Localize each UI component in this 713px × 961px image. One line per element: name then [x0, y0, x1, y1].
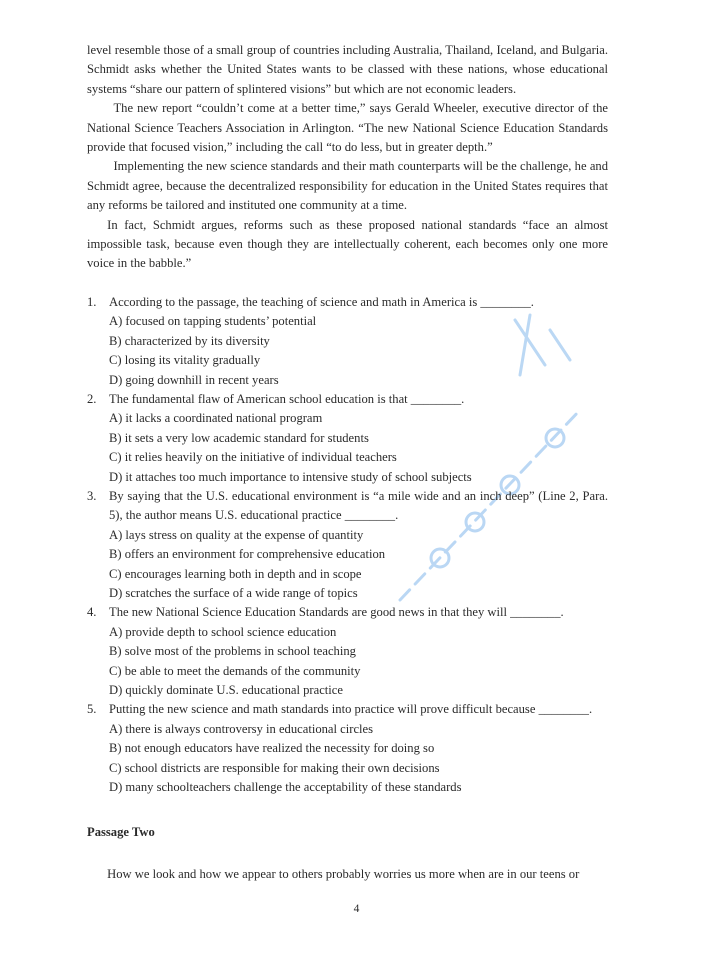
answer-option: D) scratches the surface of a wide range of topics [109, 585, 358, 600]
question-item [87, 390, 608, 487]
answer-option: C) be able to meet the demands of the community [109, 663, 361, 678]
answer-option: C) it relies heavily on the initiative of individual teachers [109, 450, 397, 465]
answer-option: B) solve most of the problems in school teaching [109, 644, 356, 659]
answer-option: B) offers an environment for comprehensive education [109, 547, 386, 562]
paragraph: The new report “couldn’t come at a better time,” says Gerald Wheeler, executive director of the National Science Teachers Association in Arlington. “The new National Science Education Standards provide that focused vision,” including the call “to do less, but in greater depth.” [87, 101, 608, 155]
paragraph: level resemble those of a small group of countries including Australia, Thailand, Iceland, and Bulgaria. Schmidt asks whether the United States wants to be classed with these nations, whose educational systems “share our pattern of splintered visions” but which are not economic leaders. [87, 43, 608, 96]
answer-option: A) focused on tapping students’ potential [109, 314, 317, 329]
passage-paragraphs [87, 41, 608, 274]
question-stem-row [87, 293, 608, 312]
question-item [87, 293, 608, 390]
question-number: 1. [87, 294, 97, 309]
question-stem: Putting the new science and math standards into practice will prove difficult because ________. [109, 702, 593, 717]
question-item [87, 603, 608, 700]
answer-option: C) encourages learning both in depth and in scope [109, 566, 362, 581]
question-stem-row [87, 390, 608, 409]
paragraph: Implementing the new science standards and their math counterparts will be the challenge, he and Schmidt agree, because the decentralized responsibility for education in the United States requires that any reforms be tailored and instituted one community at a time. [87, 159, 608, 213]
answer-option: D) it attaches too much importance to intensive study of school subjects [109, 469, 472, 484]
answer-option: C) losing its vitality gradually [109, 353, 261, 368]
question-item [87, 700, 608, 797]
question-number: 2. [87, 391, 97, 406]
section-title: Passage Two [87, 825, 155, 840]
answer-option: A) lays stress on quality at the expense of quantity [109, 527, 364, 542]
answer-option: B) it sets a very low academic standard for students [109, 430, 369, 445]
paragraph: In fact, Schmidt argues, reforms such as these proposed national standards “face an almost impossible task, because even though they are intellectually coherent, each becomes only one more voice in the babble.” [87, 217, 608, 271]
question-item [87, 487, 608, 603]
question-stem: By saying that the U.S. educational environment is “a mile wide and an inch deep” (Line 2, Para. 5), the author means U.S. educational practice ________. [109, 488, 608, 523]
answer-option: D) going downhill in recent years [109, 372, 279, 387]
question-stem-row [87, 487, 608, 526]
answer-option: A) there is always controversy in educational circles [109, 721, 374, 736]
document-page [87, 0, 608, 884]
answer-option: C) school districts are responsible for making their own decisions [109, 760, 440, 775]
question-stem: The fundamental flaw of American school education is that ________. [109, 391, 465, 406]
question-number: 5. [87, 702, 97, 717]
answer-option: D) many schoolteachers challenge the acceptability of these standards [109, 780, 462, 795]
answer-option: A) it lacks a coordinated national program [109, 411, 323, 426]
question-stem: According to the passage, the teaching of science and math in America is ________. [109, 294, 534, 309]
answer-option: D) quickly dominate U.S. educational practice [109, 683, 343, 697]
question-stem: The new National Science Education Standards are good news in that they will ________. [109, 605, 564, 620]
section-paragraph: How we look and how we appear to others probably worries us more when are in our teens or [107, 866, 580, 881]
page-number: 4 [353, 903, 360, 916]
answer-option: A) provide depth to school science education [109, 624, 337, 639]
answer-option: B) characterized by its diversity [109, 333, 270, 348]
question-number: 3. [87, 488, 97, 503]
answer-option: B) not enough educators have realized the necessity for doing so [109, 741, 435, 756]
question-number: 4. [87, 605, 97, 620]
question-list [87, 293, 608, 798]
question-stem-row [87, 700, 608, 719]
question-stem-row [87, 603, 608, 622]
